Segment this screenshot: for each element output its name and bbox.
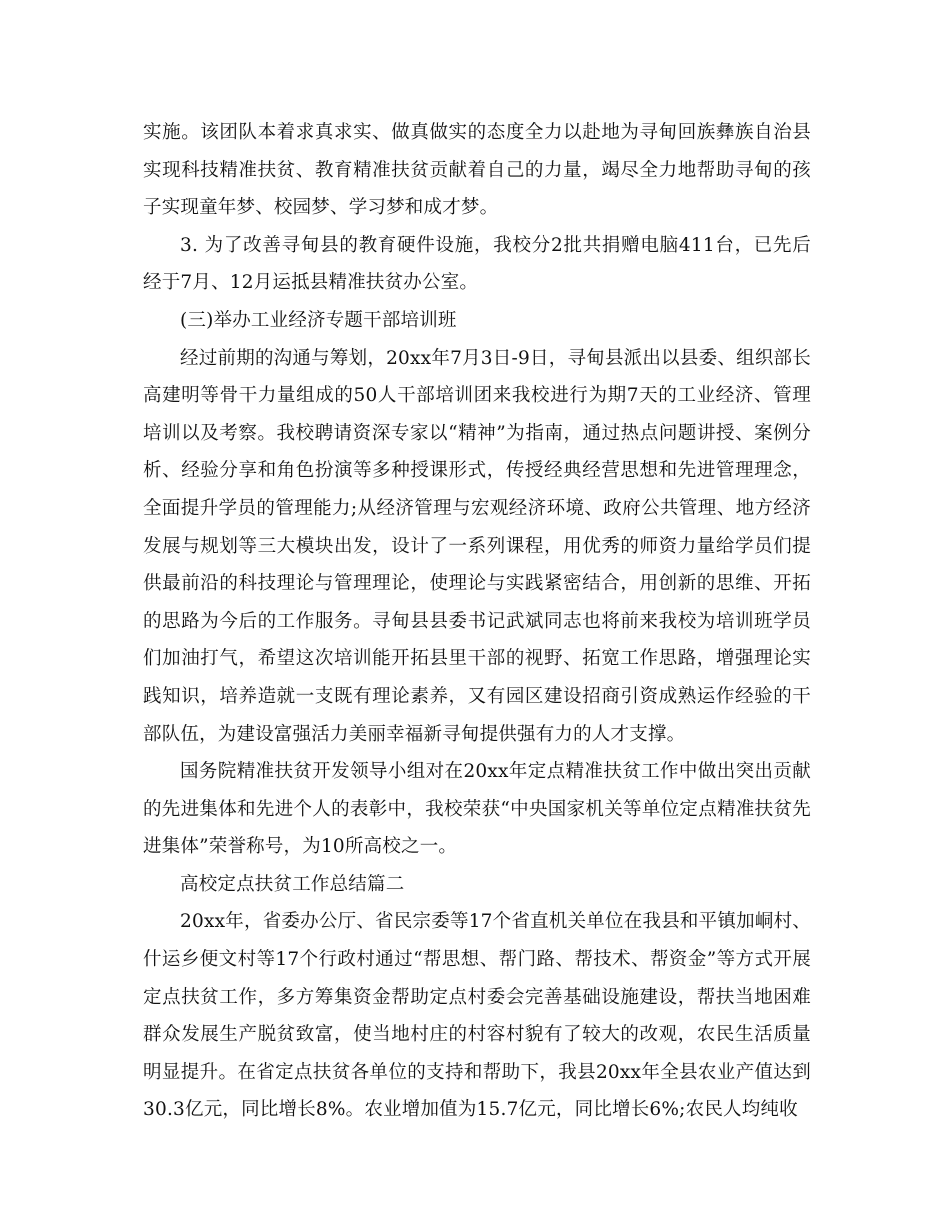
paragraph-part-two: 20xx年，省委办公厅、省民宗委等17个省直机关单位在我县和平镇加峒村、什运乡便文村等17个行政村通过“帮思想、帮门路、帮技术、帮资金”等方式开展定点扶贫工作，多方筹集资金帮助定点村委会完善基础设施建设，帮扶当地困难群众发展生产脱贫致富，使当地村庄的村容村貌有了较大的改观，农民生活质量明显提升。在省定点扶贫各单位的支持和帮助下，我县20xx年全县农业产值达到30.3亿元，同比增长8%。农业增加值为15.7亿元，同比增长6%;农民人均纯收 — [143, 911, 811, 1121]
section-heading-part-two: 高校定点扶贫工作总结篇二 — [180, 873, 405, 895]
paragraph-computer-donation: 3. 为了改善寻甸县的教育硬件设施，我校分2批共捐赠电脑411台，已先后经于7月、12月运抵县精准扶贫办公室。 — [143, 234, 811, 294]
paragraph-training: 经过前期的沟通与筹划，20xx年7月3日-9日，寻甸县派出以县委、组织部长高建明等骨干力量组成的50人干部培训团来我校进行为期7天的工业经济、管理培训以及考察。我校聘请资深专家以“精神”为指南，通过热点问题讲授、案例分析、经验分享和角色扮演等多种授课形式，传授经典经营思想和先进管理理念，全面提升学员的管理能力;从经济管理与宏观经济环境、政府公共管理、地方经济发展与规划等三大模块出发，设计了一系列课程，用优秀的师资力量给学员们提供最前沿的科技理论与管理理论，使理论与实践紧密结合，用创新的思维、开拓的思路为今后的工作服务。寻甸县县委书记武斌同志也将前来我校为培训班学员们加油打气，希望这次培训能开拓县里干部的视野、拓宽工作思路，增强理论实践知识，培养造就一支既有理论素养，又有园区建设招商引资成熟运作经验的干部队伍，为建设富强活力美丽幸福新寻甸提供强有力的人才支撑。 — [143, 347, 811, 745]
document-body — [143, 114, 811, 1129]
section-heading-training: (三)举办工业经济专题干部培训班 — [180, 309, 457, 331]
paragraph-continuation: 实施。该团队本着求真求实、做真做实的态度全力以赴地为寻甸回族彝族自治县实现科技精准扶贫、教育精准扶贫贡献着自己的力量，竭尽全力地帮助寻甸的孩子实现童年梦、校园梦、学习梦和成才梦。 — [143, 122, 811, 219]
paragraph-honor: 国务院精准扶贫开发领导小组对在20xx年定点精准扶贫工作中做出突出贡献的先进集体和先进个人的表彰中，我校荣获“中央国家机关等单位定点精准扶贫先进集体”荣誉称号，为10所高校之一。 — [143, 761, 811, 858]
